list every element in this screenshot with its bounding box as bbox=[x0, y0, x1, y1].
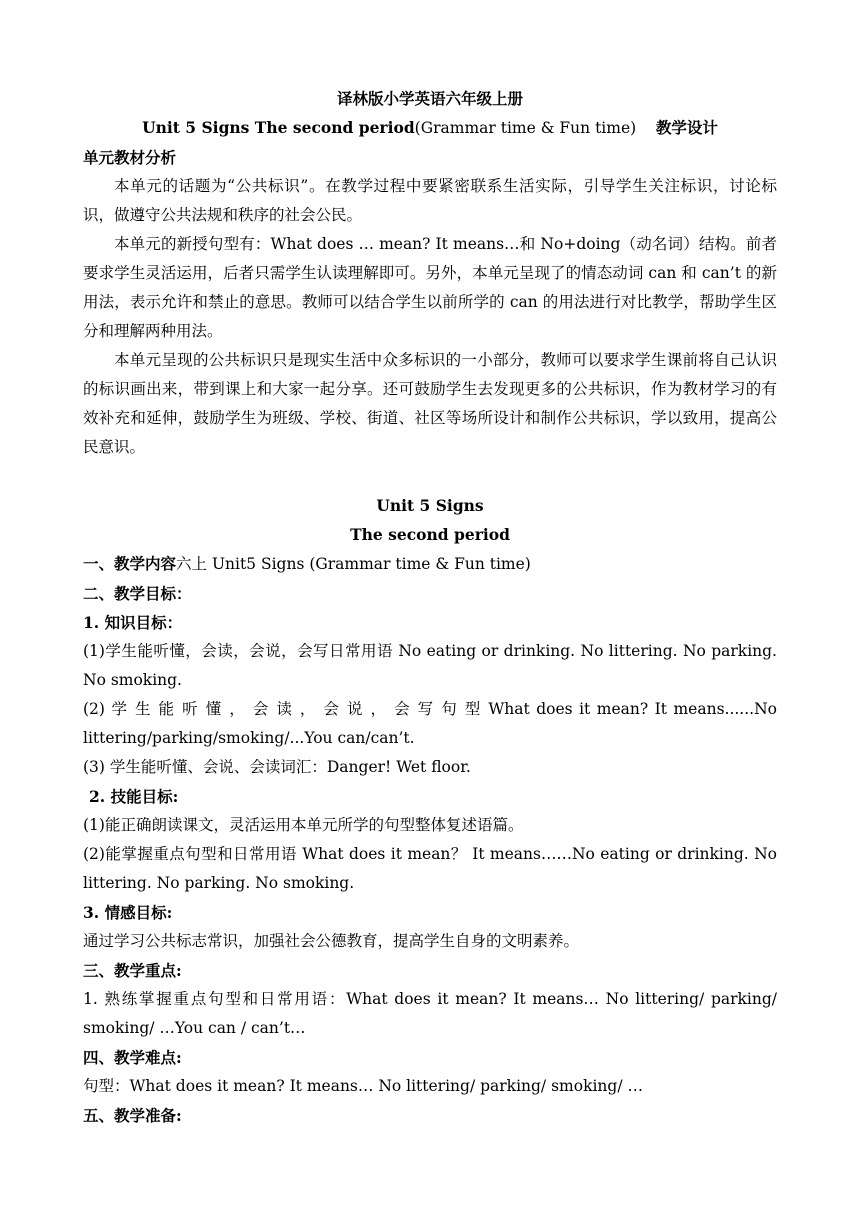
document-subtitle bbox=[83, 113, 777, 143]
section-spacer bbox=[83, 462, 777, 491]
analysis-paragraph-1: 本单元的话题为“公共标识”。在教学过程中要紧密联系生活实际，引导学生关注标识，讨论标识，做遵守公共法规和秩序的社会公民。 bbox=[83, 177, 777, 224]
emotion-text: 通过学习公共标志常识，加强社会公德教育，提高学生自身的文明素养。 bbox=[83, 932, 580, 950]
knowledge-item-1: (1)学生能听懂，会读，会说，会写日常用语 No eating or drinking. No littering. No parking. No smoking. bbox=[83, 642, 777, 689]
difficulty-heading: 四、教学难点: bbox=[83, 1048, 182, 1067]
difficulty-text: 句型：What does it mean? It means… No littering/ parking/ smoking/ … bbox=[83, 1077, 643, 1095]
knowledge-item-3: (3) 学生能听懂、会说、会读词汇：Danger! Wet floor. bbox=[83, 758, 471, 776]
analysis-heading: 单元教材分析 bbox=[83, 148, 177, 167]
skill-item-1: (1)能正确朗读课文，灵活运用本单元所学的句型整体复述语篇。 bbox=[83, 816, 524, 834]
content-value: 六上 Unit5 Signs (Grammar time & Fun time) bbox=[176, 555, 531, 573]
skill-heading: 2. 技能目标: bbox=[89, 787, 179, 806]
document-title: 译林版小学英语六年级上册 bbox=[336, 89, 523, 108]
content-label: 一、教学内容 bbox=[83, 554, 177, 573]
prep-heading: 五、教学准备: bbox=[83, 1106, 182, 1125]
analysis-paragraph-2: 本单元的新授句型有：What does … mean? It means…和 No+doing（动名词）结构。前者要求学生灵活运用，后者只需学生认读理解即可。另外，本单元呈现了的情态动词 can 和 can’t 的新用法，表示允许和禁止的意思。教师可以结合学生以前所学的 can 的用法进行对比教学，帮助学生区分和理解两种用法。 bbox=[83, 235, 777, 340]
objectives-heading: 二、教学目标： bbox=[83, 584, 192, 603]
subtitle-bold: Unit 5 Signs The second period bbox=[142, 118, 415, 137]
document-page bbox=[83, 84, 777, 1130]
analysis-paragraph-3: 本单元呈现的公共标识只是现实生活中众多标识的一小部分，教师可以要求学生课前将自己认识的标识画出来，带到课上和大家一起分享。还可鼓励学生去发现更多的公共标识，作为教材学习的有效补充和延伸，鼓励学生为班级、学校、街道、社区等场所设计和制作公共标识，学以致用，提高公民意识。 bbox=[83, 351, 777, 456]
lesson-title: Unit 5 Signs bbox=[376, 496, 484, 515]
subtitle-tail: 教学设计 bbox=[655, 118, 718, 137]
knowledge-heading: 1. 知识目标： bbox=[83, 613, 183, 632]
emotion-heading: 3. 情感目标: bbox=[83, 903, 173, 922]
skill-item-2: (2)能掌握重点句型和日常用语 What does it mean？ It means……No eating or drinking. No littering. No parking. No smoking. bbox=[83, 845, 777, 892]
subtitle-normal: (Grammar time & Fun time) bbox=[414, 119, 637, 137]
key-text: 1. 熟练掌握重点句型和日常用语：What does it mean? It means… No littering/ parking/ smoking/ …You can / can’t… bbox=[83, 990, 777, 1037]
lesson-period: The second period bbox=[350, 525, 510, 544]
key-heading: 三、教学重点: bbox=[83, 961, 182, 980]
content-line bbox=[83, 549, 777, 579]
knowledge-item-2: (2) 学 生 能 听 懂 ， 会 读 ， 会 说 ， 会 写 句 型 What does it mean? It means......No littering/parking/smoking/...You can/can’t. bbox=[83, 700, 777, 747]
